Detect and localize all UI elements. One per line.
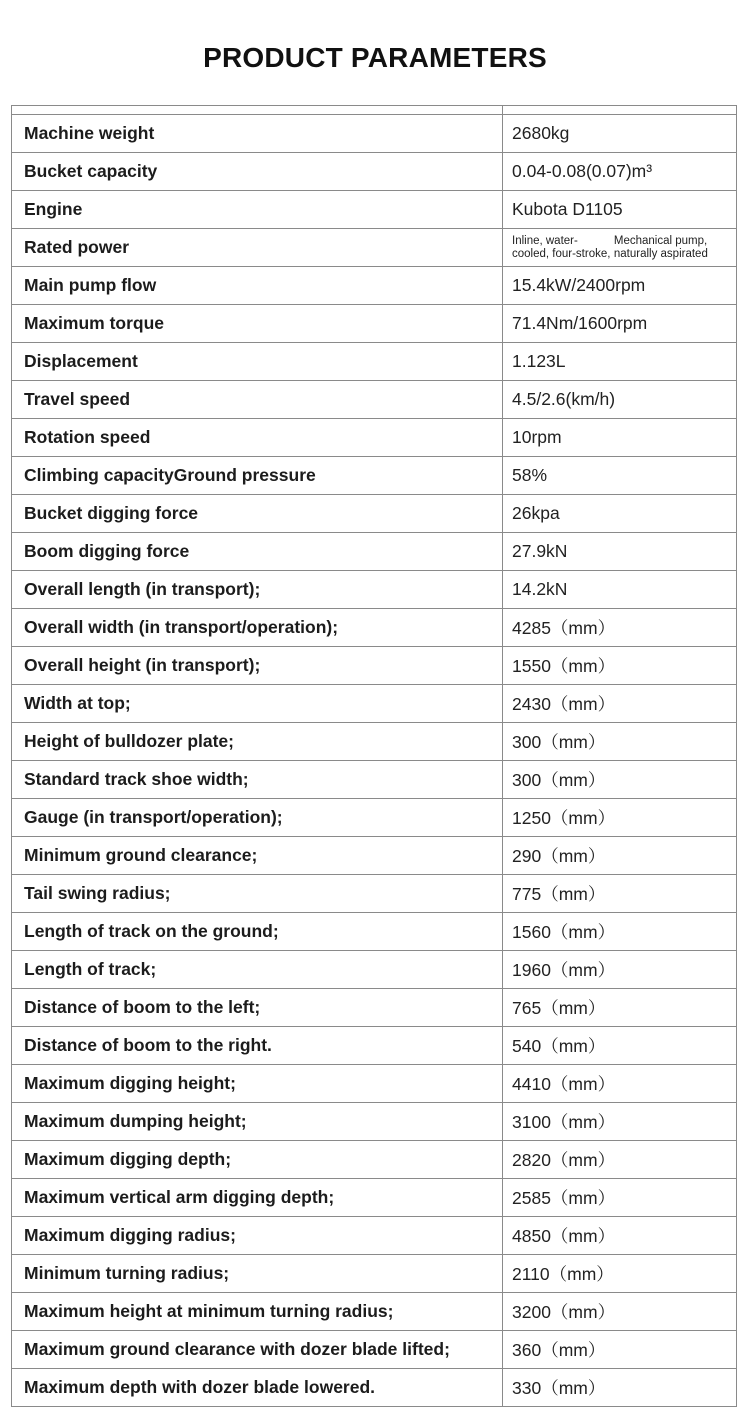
param-label: Displacement (24, 351, 138, 371)
param-label: Tail swing radius; (24, 883, 171, 903)
param-value (502, 229, 736, 266)
param-value: 290（mm） (512, 846, 606, 866)
table-row (12, 1330, 736, 1368)
table-row (12, 418, 736, 456)
param-label: Maximum depth with dozer blade lowered. (24, 1377, 376, 1397)
param-label: Boom digging force (24, 541, 190, 561)
param-value: 27.9kN (512, 541, 568, 561)
param-value-line2: Mechanical pump, naturally aspirated (613, 234, 708, 260)
table-row (12, 1292, 736, 1330)
table-row (12, 1254, 736, 1292)
table-row (12, 1140, 736, 1178)
param-value: 540（mm） (512, 1036, 606, 1056)
table-row (12, 228, 736, 266)
param-value: 300（mm） (512, 732, 606, 752)
param-value: 2820（mm） (512, 1150, 616, 1170)
param-value: 1960（mm） (512, 960, 616, 980)
param-label: Overall length (in transport); (24, 579, 261, 599)
table-row (12, 494, 736, 532)
table-row (12, 760, 736, 798)
param-label: Engine (24, 199, 83, 219)
param-value: 14.2kN (512, 579, 568, 599)
table-row (12, 380, 736, 418)
param-value: 26kpa (512, 503, 560, 523)
param-value: 360（mm） (512, 1340, 606, 1360)
table-row (12, 1026, 736, 1064)
param-label: Maximum digging radius; (24, 1225, 236, 1245)
table-row (12, 152, 736, 190)
param-label: Gauge (in transport/operation); (24, 807, 283, 827)
param-value-line1: Inline, water-cooled, four-stroke, (512, 234, 611, 260)
param-value: 2585（mm） (512, 1188, 616, 1208)
param-value: 15.4kW/2400rpm (512, 275, 646, 295)
param-label: Machine weight (24, 123, 155, 143)
param-label: Bucket capacity (24, 161, 158, 181)
table-row (12, 456, 736, 494)
table-row (12, 798, 736, 836)
table-row (12, 1178, 736, 1216)
param-value: 765（mm） (512, 998, 606, 1018)
table-row (12, 1216, 736, 1254)
table-row (12, 646, 736, 684)
table-row (12, 304, 736, 342)
table-row (12, 988, 736, 1026)
param-label: Distance of boom to the right. (24, 1035, 272, 1055)
table-row (12, 1064, 736, 1102)
param-label: Maximum digging height; (24, 1073, 236, 1093)
param-label: Length of track on the ground; (24, 921, 279, 941)
table-row (12, 1368, 736, 1406)
param-value: 2430（mm） (512, 694, 616, 714)
param-value: 3200（mm） (512, 1302, 616, 1322)
param-label: Minimum turning radius; (24, 1263, 230, 1283)
table-row (12, 532, 736, 570)
param-value: 71.4Nm/1600rpm (512, 313, 648, 333)
table-row (12, 342, 736, 380)
param-value: 58% (512, 465, 548, 485)
param-value: 0.04-0.08(0.07)m³ (512, 161, 653, 181)
table-row (12, 836, 736, 874)
param-value: 2680kg (512, 123, 570, 143)
param-label: Length of track; (24, 959, 157, 979)
table-row (12, 874, 736, 912)
param-label: Minimum ground clearance; (24, 845, 258, 865)
param-label: Maximum digging depth; (24, 1149, 232, 1169)
page-title: PRODUCT PARAMETERS (203, 42, 547, 73)
param-value: 4850（mm） (512, 1226, 616, 1246)
table-row (12, 114, 736, 152)
parameters-table (11, 105, 737, 1407)
param-label: Maximum vertical arm digging depth; (24, 1187, 335, 1207)
table-row (12, 570, 736, 608)
param-label: Height of bulldozer plate; (24, 731, 234, 751)
param-label: Travel speed (24, 389, 131, 409)
param-label: Rated power (24, 237, 130, 257)
table-row (12, 190, 736, 228)
param-label: Standard track shoe width; (24, 769, 249, 789)
table-row (12, 912, 736, 950)
param-label: Maximum dumping height; (24, 1111, 247, 1131)
param-value: 1560（mm） (512, 922, 616, 942)
param-value: 1550（mm） (512, 656, 616, 676)
table-row (12, 1102, 736, 1140)
param-value: 1.123L (512, 351, 566, 371)
param-label: Bucket digging force (24, 503, 199, 523)
param-value: 10rpm (512, 427, 562, 447)
param-label: Main pump flow (24, 275, 157, 295)
param-label: Maximum ground clearance with dozer blade lifted; (24, 1339, 450, 1359)
table-row (12, 266, 736, 304)
param-value: 330（mm） (512, 1378, 606, 1398)
table-row (12, 950, 736, 988)
param-value: Kubota D1105 (512, 199, 623, 219)
param-label: Maximum height at minimum turning radius; (24, 1301, 394, 1321)
param-label: Climbing capacityGround pressure (24, 465, 316, 485)
table-row (12, 608, 736, 646)
param-value: 300（mm） (512, 770, 606, 790)
param-label: Maximum torque (24, 313, 165, 333)
column-divider (502, 106, 503, 1406)
param-label: Overall height (in transport); (24, 655, 261, 675)
param-value: 1250（mm） (512, 808, 616, 828)
table-row (12, 684, 736, 722)
param-value: 775（mm） (512, 884, 606, 904)
param-value: 4410（mm） (512, 1074, 616, 1094)
param-label: Width at top; (24, 693, 131, 713)
param-value: 4.5/2.6(km/h) (512, 389, 616, 409)
param-label: Rotation speed (24, 427, 151, 447)
param-label: Distance of boom to the left; (24, 997, 261, 1017)
table-row (12, 722, 736, 760)
param-value: 2110（mm） (512, 1264, 614, 1284)
param-label: Overall width (in transport/operation); (24, 617, 339, 637)
param-value: 3100（mm） (512, 1112, 616, 1132)
param-value: 4285（mm） (512, 618, 616, 638)
